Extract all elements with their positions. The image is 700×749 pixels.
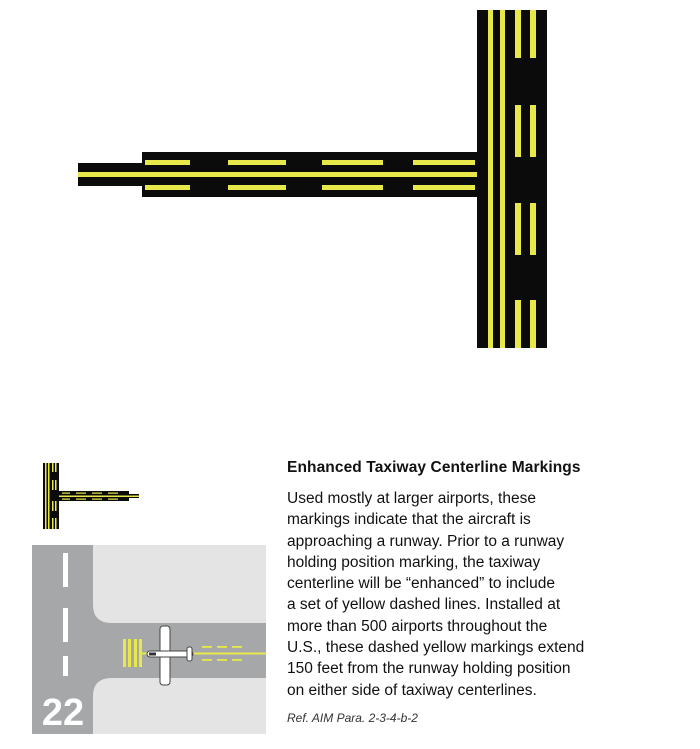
runway-number: 22 bbox=[41, 692, 85, 734]
runway-centerline-dashes bbox=[63, 553, 68, 676]
description-line: holding position marking, the taxiway bbox=[287, 553, 541, 571]
description-line: approaching a runway. Prior to a runway bbox=[287, 532, 565, 550]
runway-scene-illustration bbox=[32, 545, 266, 734]
description-line: centerline will be “enhanced” to include bbox=[287, 575, 555, 593]
enhanced-taxiway-diagram-small bbox=[40, 460, 144, 532]
section-heading: Enhanced Taxiway Centerline Markings bbox=[287, 459, 581, 476]
description-line: markings indicate that the aircraft is bbox=[287, 511, 531, 529]
description-line: on either side of taxiway centerlines. bbox=[287, 681, 537, 699]
large-pavement bbox=[78, 10, 547, 348]
description-line: more than 500 airports throughout the bbox=[287, 617, 548, 635]
description-line: U.S., these dashed yellow markings extend bbox=[287, 639, 585, 657]
description-line: a set of yellow dashed lines. Installed at bbox=[287, 596, 561, 614]
description-paragraph bbox=[287, 488, 584, 701]
reference-citation: Ref. AIM Para. 2-3-4-b-2 bbox=[287, 711, 418, 725]
description-line: 150 feet from the runway holding position bbox=[287, 660, 571, 678]
description-line: Used mostly at larger airports, these bbox=[287, 490, 536, 507]
